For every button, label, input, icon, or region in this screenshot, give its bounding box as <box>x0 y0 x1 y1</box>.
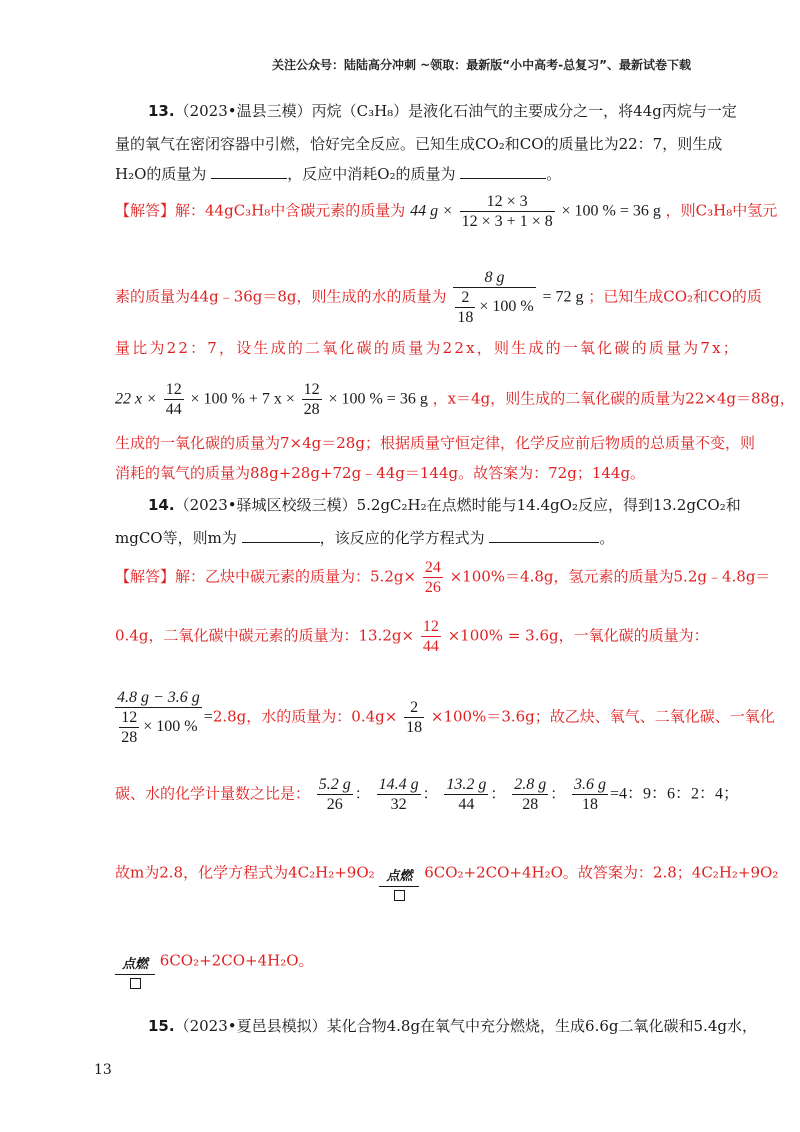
q14-stem-line1: 14.（2023•驿城区校级三模）5.2gC₂H₂在点燃时能与14.4gO₂反应，得到13.2gCO₂和 <box>148 496 741 514</box>
q14-solution-line3: 4.8 g − 3.6 g $\frac{12}{28}$ × 100 % =2.8g，水的质量为：0.4g× $\frac{2}{18}$ ×100%＝3.6g；故乙炔、氧气、二氧化碳、一氧化 <box>117 689 775 746</box>
q15-number: 15. <box>148 1017 175 1035</box>
q13-fraction-carbon: $\frac{12 \times 3}{12 \times 3 + 1 \times 8}$ <box>461 193 553 230</box>
q13-solution-line6: 消耗的氧气的质量为88g+28g+72g﹣44g＝144g。故答案为：72g；144g。 <box>115 464 646 482</box>
page-header: 关注公众号：陆陆高分冲刺 ~领取：最新版“小中高考-总复习”、最新试卷下载 <box>272 58 691 72</box>
q13-solution-line2: 素的质量为44g﹣36g＝8g，则生成的水的质量为 8 g $\frac{2}{18}$ × 100 % = 72 g ；已知生成CO₂和CO的质 <box>115 269 762 326</box>
q13-number: 13. <box>148 102 175 120</box>
page-number: 13 <box>94 1062 112 1078</box>
placeholder-box-icon <box>130 978 141 989</box>
q13-answer-blank-2 <box>460 178 546 179</box>
q13-solution-line5: 生成的一氧化碳的质量为7×4g＝28g；根据质量守恒定律，化学反应前后物质的总质量不变，则 <box>115 434 755 452</box>
q14-solution-line5: 故m为2.8，化学方程式为4C₂H₂+9O₂ 点燃 6CO₂+2CO+4H₂O。故答案为：2.8；4C₂H₂+9O₂ <box>115 858 778 889</box>
q13-answer-blank-1 <box>211 178 287 179</box>
q14-answer-blank-2 <box>489 542 599 543</box>
q14-fraction-co: 4.8 g − 3.6 g $\frac{12}{28}$ × 100 % <box>117 689 200 746</box>
q13-solution-line4: 22 x × $\frac{12}{44}$ × 100 % + 7 x × $\frac{12}{28}$ × 100 % = 36 g ，x＝4g，则生成的二氧化碳的质量为22×4g＝88g， <box>115 381 795 418</box>
q14-solution-line1: 【解答】解：乙炔中碳元素的质量为：5.2g× $\frac{24}{26}$ ×100%＝4.8g，氢元素的质量为5.2g﹣4.8g＝ <box>115 559 771 596</box>
reaction-condition-ignite-2: 点燃 <box>115 958 155 989</box>
q14-stem-line2: mgCO等，则m为 ，该反应的化学方程式为 。 <box>115 529 615 547</box>
q13-solution-line1: 【解答】解：44gC₃H₈中含碳元素的质量为 44 g × $\frac{12 \times 3}{12 \times 3 + 1 \times 8}$ × 100 % = 36 g ，则C₃H₈中氢元 <box>115 193 778 230</box>
q14-solution-line2: 0.4g，二氧化碳中碳元素的质量为：13.2g× $\frac{12}{44}$ ×100% = 3.6g，一氧化碳的质量为： <box>115 618 709 655</box>
q14-answer-blank-1 <box>242 542 320 543</box>
q13-stem-line1: 13.（2023•温县三模）丙烷（C₃H₈）是液化石油气的主要成分之一，将44g丙烷与一定 <box>148 102 737 120</box>
q13-solution-line3: 量比为22：7，设生成的二氧化碳的质量为22x，则生成的一氧化碳的质量为7x； <box>115 339 740 357</box>
q13-stem-line3: H₂O的质量为 ，反应中消耗O₂的质量为 。 <box>115 165 562 183</box>
q14-solution-line4: 碳、水的化学计量数之比是： $\frac{5.2 g}{26}$ ： $\frac{14.4 g}{32}$ ： $\frac{13.2 g}{44}$ ： $\frac{2.8 g}{28}$ ： $\frac{3.6 g}{18}$ =4：9：6：2：4； <box>115 776 740 813</box>
reaction-condition-ignite: 点燃 <box>379 870 419 901</box>
q13-stem-line2: 量的氧气在密闭容器中引燃，恰好完全反应。已知生成CO₂和CO的质量比为22：7，则生成 <box>115 135 723 153</box>
q15-stem-line1: 15.（2023•夏邑县模拟）某化合物4.8g在氧气中充分燃烧，生成6.6g二氧化碳和5.4g水， <box>148 1017 757 1035</box>
q13-fraction-water: 8 g $\frac{2}{18}$ × 100 % <box>453 268 535 327</box>
placeholder-box-icon <box>394 890 405 901</box>
q14-number: 14. <box>148 496 175 514</box>
q14-solution-line6: 点燃 6CO₂+2CO+4H₂O。 <box>115 946 314 977</box>
